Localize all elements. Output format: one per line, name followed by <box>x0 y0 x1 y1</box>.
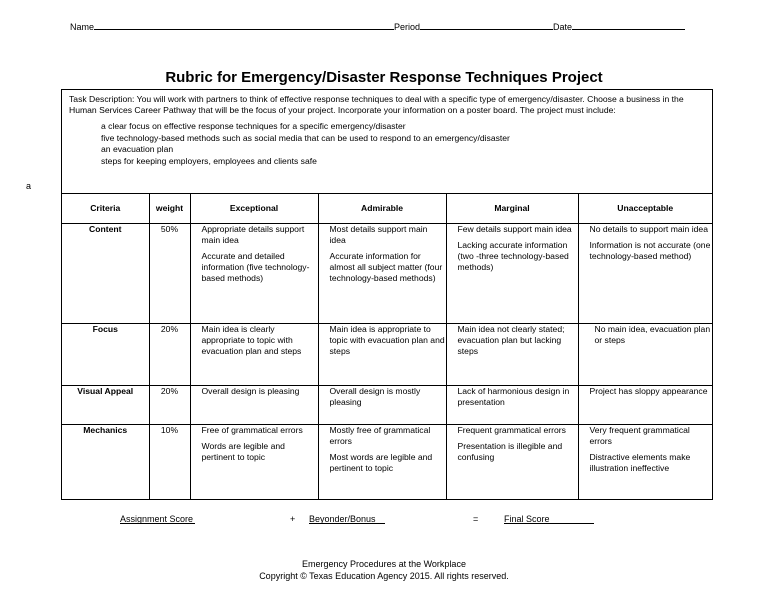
rating-cell <box>446 323 578 385</box>
rating-item <box>319 452 446 474</box>
rating-item <box>447 224 578 235</box>
rating-item <box>319 251 446 284</box>
table-header-row <box>62 194 712 223</box>
requirements-list <box>69 121 705 167</box>
rating-item <box>191 386 318 397</box>
rating-text: Frequent grammatical errors <box>457 424 566 435</box>
table-row <box>62 323 712 385</box>
rating-text: Very frequent grammatical errors <box>589 424 690 446</box>
rating-text: Overall design is mostly pleasing <box>329 385 421 407</box>
rating-item <box>579 224 713 235</box>
rating-item <box>191 441 318 463</box>
rating-cell <box>190 385 318 424</box>
weight-cell: 10% <box>149 424 190 500</box>
rating-item <box>191 324 318 357</box>
rating-text: Mostly free of grammatical errors <box>329 424 431 446</box>
rating-cell <box>446 424 578 500</box>
rating-item <box>579 386 713 397</box>
final-score-label: Final Score <box>504 514 550 524</box>
list-item <box>69 133 705 145</box>
bonus-score-label: Beyonder/Bonus <box>309 514 376 524</box>
footer-copyright: Copyright © Texas Education Agency 2015. All rights reserved. <box>259 571 509 581</box>
final-score-blank <box>504 514 594 524</box>
criteria-cell: Visual Appeal <box>62 385 149 424</box>
assignment-score-blank <box>120 514 195 524</box>
rating-text: Information is not accurate (one technology-based method) <box>589 239 711 261</box>
rating-text: Project has sloppy appearance <box>589 385 708 396</box>
rating-text: Presentation is illegible and confusing <box>457 440 563 462</box>
rubric-box <box>61 89 713 500</box>
rating-cell <box>318 223 446 323</box>
rating-text: Lacking accurate information (two -three technology-based methods) <box>457 239 569 272</box>
rating-item <box>447 425 578 436</box>
list-item-text: an evacuation plan <box>101 144 174 154</box>
criteria-cell: Content <box>62 223 149 323</box>
weight-cell: 20% <box>149 385 190 424</box>
rating-text: Appropriate details support main idea <box>201 223 305 245</box>
rating-text: Few details support main idea <box>457 223 572 234</box>
footer-course: Emergency Procedures at the Workplace <box>302 559 466 569</box>
period-blank <box>420 20 553 30</box>
rating-item <box>579 425 713 447</box>
rating-text: Main idea not clearly stated; evacuation plan but lacking steps <box>457 323 565 356</box>
criteria-cell: Mechanics <box>62 424 149 500</box>
rating-text: Main idea is clearly appropriate to topic with evacuation plan and steps <box>201 323 302 356</box>
weight-cell: 20% <box>149 323 190 385</box>
rating-item <box>447 441 578 463</box>
rating-cell <box>446 385 578 424</box>
rating-text: Most details support main idea <box>329 223 428 245</box>
name-label: Name <box>70 22 95 32</box>
rating-text: Free of grammatical errors <box>201 424 303 435</box>
criteria-cell: Focus <box>62 323 149 385</box>
rating-item <box>579 452 713 474</box>
rating-text: No main idea, evacuation plan or steps <box>594 323 711 345</box>
column-header: Admirable <box>318 194 446 223</box>
plus-sign: + <box>290 514 296 524</box>
rating-item <box>191 224 318 246</box>
rating-item <box>319 224 446 246</box>
column-header: Exceptional <box>190 194 318 223</box>
rubric-table <box>62 194 712 500</box>
list-item <box>69 121 705 133</box>
rating-item <box>191 425 318 436</box>
rating-cell <box>446 223 578 323</box>
column-header: Marginal <box>446 194 578 223</box>
task-description-text: Task Description: You will work with partners to think of effective response techniques to deal with a specific type of emergency/disaster. Choose a business in the Human Services Career Pathway that will be the focus of your project. Incorporate your information on a poster board. The project must include: <box>69 94 684 115</box>
list-item-text: a clear focus on effective response techniques for a specific emergency/disaster <box>101 121 406 131</box>
column-header: Unacceptable <box>578 194 712 223</box>
rating-text: Words are legible and pertinent to topic <box>201 440 285 462</box>
rating-item <box>447 240 578 273</box>
list-item <box>69 156 705 168</box>
bonus-score-blank <box>309 514 385 524</box>
student-info-line <box>70 20 685 32</box>
rating-cell <box>578 385 712 424</box>
rating-cell <box>190 424 318 500</box>
rating-cell <box>318 323 446 385</box>
weight-cell: 50% <box>149 223 190 323</box>
rating-cell <box>318 385 446 424</box>
table-row <box>62 385 712 424</box>
task-description <box>62 90 712 194</box>
rating-cell <box>318 424 446 500</box>
rating-text: Accurate and detailed information (five technology-based methods) <box>201 250 310 283</box>
column-header: weight <box>149 194 190 223</box>
rating-item <box>447 324 578 357</box>
rating-cell <box>190 323 318 385</box>
rating-text: Overall design is pleasing <box>201 385 300 396</box>
assignment-score-label: Assignment Score <box>120 514 194 524</box>
rating-text: Main idea is appropriate to topic with evacuation plan and steps <box>329 323 445 356</box>
list-item-text: steps for keeping employers, employees and clients safe <box>101 155 317 166</box>
table-row <box>62 223 712 323</box>
rating-item <box>191 251 318 284</box>
rating-text: Distractive elements make illustration ineffective <box>589 451 691 473</box>
rating-text: Lack of harmonious design in presentation <box>457 385 570 407</box>
rating-cell <box>190 223 318 323</box>
rating-item <box>319 324 446 357</box>
footer <box>0 558 768 582</box>
rating-text: Accurate information for almost all subject matter (four technology-based methods) <box>329 250 443 283</box>
rating-text: No details to support main idea <box>589 223 708 234</box>
table-row <box>62 424 712 500</box>
rating-cell <box>578 424 712 500</box>
period-label: Period <box>394 22 421 32</box>
date-blank <box>572 20 685 30</box>
rating-item <box>579 324 713 346</box>
rating-item <box>447 386 578 408</box>
side-mark: a <box>26 181 32 191</box>
rating-item <box>319 386 446 408</box>
rating-text: Most words are legible and pertinent to topic <box>329 451 433 473</box>
name-blank <box>94 20 394 30</box>
page-title: Rubric for Emergency/Disaster Response Techniques Project <box>165 69 603 86</box>
list-item <box>69 144 705 156</box>
rating-item <box>579 240 713 262</box>
column-header: Criteria <box>62 194 149 223</box>
rating-cell <box>578 223 712 323</box>
list-item-text: five technology-based methods such as social media that can be used to respond to an emergency/disaster <box>101 132 510 143</box>
rating-cell <box>578 323 712 385</box>
rating-item <box>319 425 446 447</box>
equals-sign: = <box>473 514 479 524</box>
date-label: Date <box>553 22 573 32</box>
